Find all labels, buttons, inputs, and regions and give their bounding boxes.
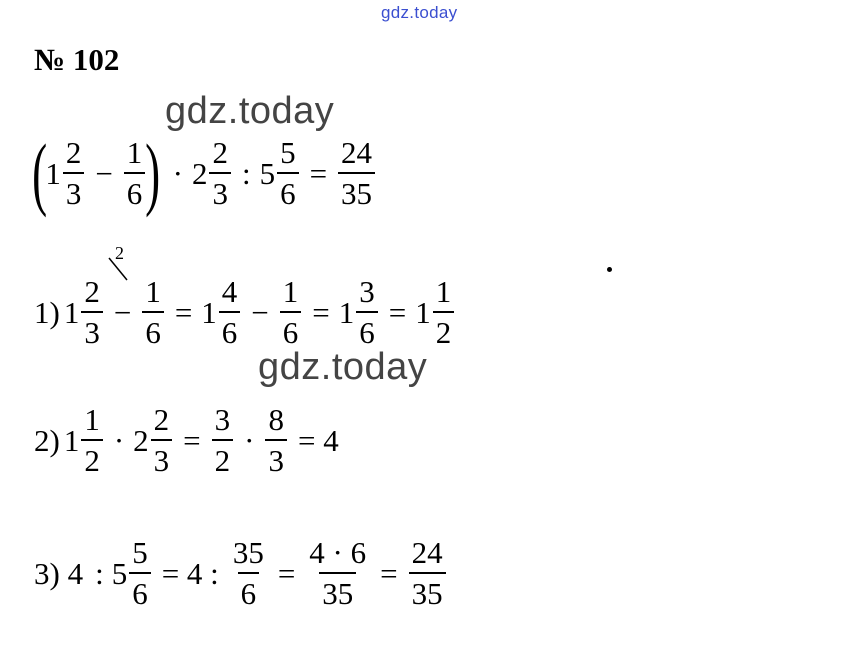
watermark: gdz.today xyxy=(165,90,335,132)
whole: 5 xyxy=(111,555,128,591)
operator: = 4 : xyxy=(161,555,219,591)
step-label: 3) 4 xyxy=(34,555,84,591)
fraction: $\frac{2}{3}$ xyxy=(63,137,85,209)
operator: = xyxy=(380,555,398,591)
operator: = xyxy=(312,294,330,330)
step-2 xyxy=(34,404,348,476)
fraction: $\frac{2}{3}$ xyxy=(209,137,231,209)
operator: : xyxy=(241,155,251,191)
fraction: $\frac{5}{6}$ xyxy=(129,537,151,609)
stray-dot xyxy=(607,267,612,272)
operator: = xyxy=(388,294,407,330)
fraction: $\frac{35}{6}$ xyxy=(232,535,264,611)
whole: 5 xyxy=(259,155,276,191)
operator: · xyxy=(172,155,183,191)
operator: − xyxy=(113,294,132,330)
fraction: $\frac{5}{6}$ xyxy=(277,137,299,209)
fraction: $\frac{1}{6}$ xyxy=(142,276,164,348)
operator: : xyxy=(95,555,104,591)
fraction: $\frac{2}{3}$ xyxy=(81,276,103,348)
right-paren: ) xyxy=(145,127,161,218)
fraction: $\frac{8}{3}$ xyxy=(265,404,287,476)
fraction: $\frac{1}{6}$ xyxy=(124,137,146,209)
step-3 xyxy=(34,537,448,609)
problem-number: № 102 xyxy=(34,42,120,77)
whole: 1 xyxy=(338,294,355,330)
operator: · xyxy=(113,422,125,458)
step-label: 1) xyxy=(34,294,60,330)
whole: 2 xyxy=(133,422,149,458)
fraction-result: $\frac{24}{35}$ xyxy=(338,137,375,209)
watermark-top: gdz.today xyxy=(381,3,458,22)
operator: · xyxy=(244,422,255,458)
fraction: $\frac{4 \cdot 6}{35}$ xyxy=(309,535,367,611)
fraction: $\frac{3}{6}$ xyxy=(356,276,378,348)
whole: 1 xyxy=(45,155,61,191)
whole: 2 xyxy=(191,155,208,191)
step-label: 2) xyxy=(34,422,60,458)
fraction: $\frac{1}{6}$ xyxy=(280,276,302,348)
fraction: $\frac{1}{2}$ xyxy=(81,404,103,476)
fraction: $\frac{2}{3}$ xyxy=(151,404,173,476)
simplified-numerator-note: 2 xyxy=(115,243,124,263)
fraction: $\frac{3}{2}$ xyxy=(212,404,234,476)
watermark: gdz.today xyxy=(258,346,428,388)
operator: = xyxy=(174,294,193,330)
operator: = xyxy=(183,422,201,458)
operator: = xyxy=(309,155,328,191)
fraction: $\frac{4}{6}$ xyxy=(219,276,241,348)
operator: − xyxy=(251,294,269,330)
whole: 1 xyxy=(63,294,80,330)
left-paren: ( xyxy=(32,127,48,218)
whole: 1 xyxy=(415,294,431,330)
operator: = xyxy=(277,555,296,591)
fraction-result: $\frac{24}{35}$ xyxy=(409,537,446,609)
step-1 xyxy=(34,276,456,348)
whole: 1 xyxy=(63,422,80,458)
operator: − xyxy=(95,155,113,191)
whole: 1 xyxy=(201,294,217,330)
main-expression xyxy=(32,127,377,218)
fraction: $\frac{1}{2}$ xyxy=(433,276,455,348)
result: = 4 xyxy=(297,422,339,458)
